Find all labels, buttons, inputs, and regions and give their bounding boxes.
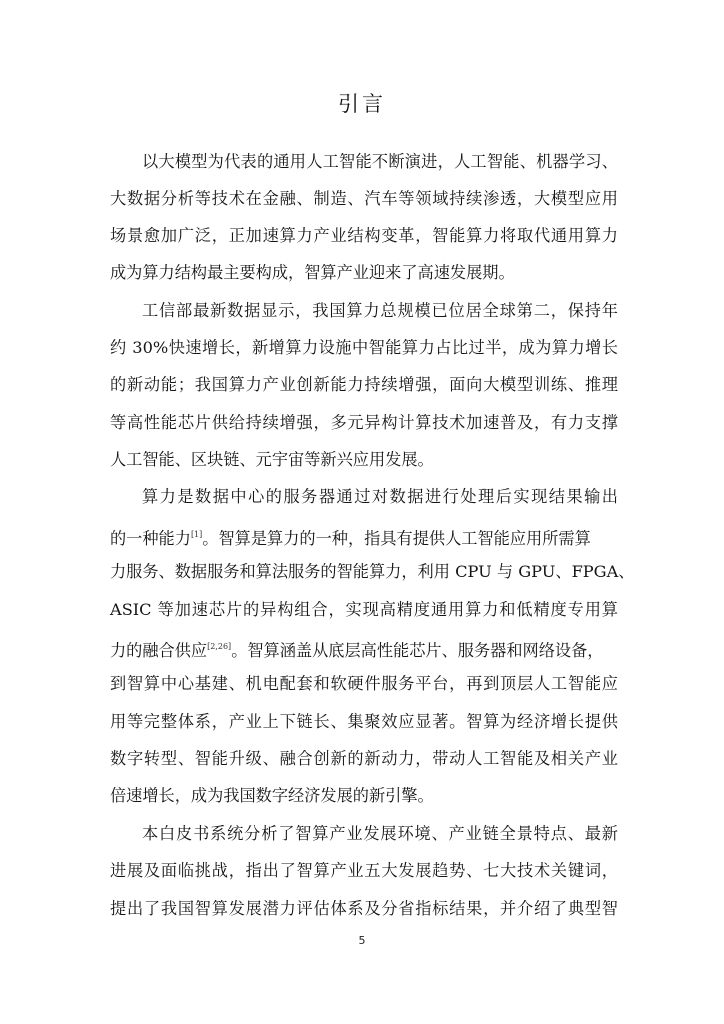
paragraph-3-line-5 bbox=[110, 633, 618, 661]
paragraph-1-line-4: 成为算力结构最主要构成，智算产业迎来了高速发展期。 bbox=[110, 263, 515, 282]
paragraph-4-line-3: 提出了我国智算发展潜力评估体系及分省指标结果，并介绍了典型智 bbox=[110, 899, 618, 918]
paragraph-3-line-3: 力服务、数据服务和算法服务的智能算力，利用 CPU 与 GPU、FPGA、 bbox=[110, 562, 635, 581]
paragraph-3-line-5-text-a: 力的融合供应 bbox=[110, 641, 208, 660]
paragraph-3-line-4: ASIC 等加速芯片的异构组合，实现高精度通用算力和低精度专用算 bbox=[110, 600, 618, 619]
citation-2: [2,26] bbox=[207, 642, 232, 651]
paragraph-3-line-9: 倍速增长，成为我国数字经济发展的新引擎。 bbox=[110, 786, 434, 805]
paragraph-3-line-5-text-b: 。智算涵盖从底层高性能芯片、服务器和网络设备， bbox=[231, 641, 604, 660]
paragraph-3-line-2 bbox=[110, 521, 618, 549]
citation-1: [1] bbox=[190, 530, 203, 539]
page-number: 5 bbox=[358, 934, 366, 947]
paragraph-2-line-4: 等高性能芯片供给持续增强，多元异构计算技术加速普及，有力支撑 bbox=[110, 413, 618, 432]
paragraph-2-line-5: 人工智能、区块链、元宇宙等新兴应用发展。 bbox=[110, 450, 434, 469]
paragraph-3-line-7: 用等完整体系，产业上下链长、集聚效应显著。智算为经济增长提供 bbox=[110, 712, 618, 731]
paragraph-4-line-2: 进展及面临挑战，指出了智算产业五大发展趋势、七大技术关键词， bbox=[110, 861, 618, 880]
paragraph-4-line-1: 本白皮书系统分析了智算产业发展环境、产业链全景特点、最新 bbox=[142, 824, 618, 843]
paragraph-1-line-1: 以大模型为代表的通用人工智能不断演进，人工智能、机器学习、 bbox=[142, 152, 618, 171]
paragraph-2-line-2: 约 30%快速增长，新增算力设施中智能算力占比过半，成为算力增长 bbox=[110, 338, 618, 357]
paragraph-1-line-2: 大数据分析等技术在金融、制造、汽车等领域持续渗透，大模型应用 bbox=[110, 189, 618, 208]
paragraph-2-line-1: 工信部最新数据显示，我国算力总规模已位居全球第二，保持年 bbox=[142, 301, 618, 320]
paragraph-3-line-1: 算力是数据中心的服务器通过对数据进行处理后实现结果输出 bbox=[142, 487, 618, 506]
paragraph-3-line-2-text-b: 。智算是算力的一种，指具有提供人工智能应用所需算 bbox=[202, 529, 591, 548]
page-title: 引言 bbox=[338, 92, 386, 116]
paragraph-1-line-3: 场景愈加广泛，正加速算力产业结构变革，智能算力将取代通用算力 bbox=[110, 226, 618, 245]
paragraph-3-line-6: 到智算中心基建、机电配套和软硬件服务平台，再到顶层人工智能应 bbox=[110, 674, 618, 693]
paragraph-3-line-8: 数字转型、智能升级、融合创新的新动力，带动人工智能及相关产业 bbox=[110, 749, 618, 768]
paragraph-3-line-2-text-a: 的一种能力 bbox=[110, 529, 191, 548]
paragraph-2-line-3: 的新动能；我国算力产业创新能力持续增强，面向大模型训练、推理 bbox=[110, 375, 618, 394]
